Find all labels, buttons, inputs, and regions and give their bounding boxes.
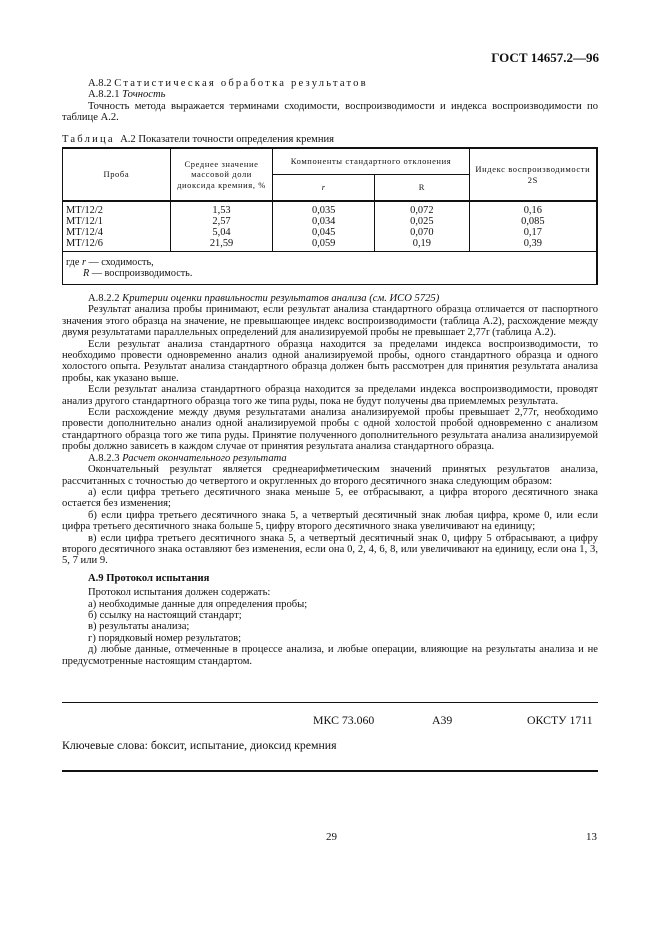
list-item: б) ссылку на настоящий стандарт;: [88, 609, 242, 621]
cell-r: 0,059: [312, 238, 336, 249]
paragraph: Если результат анализа стандартного образца находится за пределами индекса воспроизводимости, проводят анализ другого стандартного образца того же типа руды, пока не будут получены два приемлемых результата.: [62, 384, 598, 407]
column-mean: [170, 201, 273, 252]
cell-sample: МТ/12/6: [66, 238, 103, 249]
page-number-right: 13: [586, 831, 597, 843]
section-a9-heading: А.9 Протокол испытания: [88, 572, 210, 584]
header-components: Компоненты стандартного отклонения: [273, 148, 469, 174]
cell-mean: 5,04: [212, 227, 231, 238]
table-note: [63, 252, 598, 285]
list-item: в) если цифра третьего десятичного знака 5, а четвертый десятичный знак 0, цифру 5 отбрасывают, а цифру второго десятичного знака оставляют без изменения, если она 0, 2, 4, 6, 8, или увеличивают на единицу, если она 1, 3, 5, 7 или 9.: [62, 532, 598, 567]
cell-mean: 1,53: [212, 205, 231, 216]
okstu-code: ОКСТУ 1711: [527, 713, 593, 727]
paragraph: Результат анализа пробы принимают, если результат анализа стандартного образца отличается от паспортного значения этого образца на значение, не превышающее индекс воспроизводимости (таблица А.2), расхождение между двумя результатами параллельных определений для анализируемой пробы не превышает 2,77r (таблица А.2).: [62, 304, 598, 339]
column-index: [469, 201, 597, 252]
section-a821-text: Точность метода выражается терминами сходимости, воспроизводимости и индекса воспроизводимости по таблице А.2.: [62, 100, 598, 124]
section-a821-heading: А.8.2.1 Точность: [88, 89, 166, 101]
cell-R: 0,19: [412, 238, 431, 249]
standard-code: ГОСТ 14657.2—96: [491, 50, 599, 65]
section-a823-heading: А.8.2.3 Расчет окончательного результата: [88, 452, 287, 464]
cell-R: 0,072: [410, 205, 434, 216]
cell-sample: МТ/12/1: [66, 216, 103, 227]
section-a822: [62, 293, 598, 667]
page-number-center: 29: [326, 831, 337, 843]
column-r: [273, 201, 375, 252]
mks-code: МКС 73.060: [313, 713, 375, 727]
list-item: в) результаты анализа;: [88, 621, 190, 633]
keywords: Ключевые слова: боксит, испытание, диоксид кремния: [62, 738, 337, 752]
section-a82-heading: А.8.2 Статистическая обработка результатов: [88, 78, 368, 89]
header-index: Индекс воспроизводимости 2S: [469, 148, 597, 201]
classification-group: А39: [432, 713, 453, 727]
footer-divider-bottom: [62, 770, 598, 772]
cell-r: 0,045: [312, 227, 336, 238]
section-a822-heading: А.8.2.2 Критерии оценки правильности результатов анализа (см. ИСО 5725): [88, 293, 440, 304]
list-item: а) если цифра третьего десятичного знака меньше 5, ее отбрасывают, а цифра второго десятичного знака остается без изменения;: [62, 486, 598, 510]
cell-index: 0,085: [521, 216, 545, 227]
table-data-block: [63, 201, 598, 252]
note-r: где r — сходимость,: [66, 257, 154, 268]
cell-sample: МТ/12/4: [66, 227, 103, 238]
cell-mean: 2,57: [212, 216, 231, 227]
cell-R: 0,070: [410, 227, 434, 238]
cell-R: 0,025: [410, 216, 434, 227]
header-mean: Среднее значение массовой доли диоксида кремния, %: [170, 148, 273, 201]
cell-index: 0,16: [523, 205, 542, 216]
header-sample: Проба: [63, 148, 171, 201]
column-sample: [63, 201, 171, 252]
paragraph: Окончательный результат является среднеарифметическим значений принятых результатов анализа, рассчитанных с точностью до четвертого и округленных до второго десятичного знака следующим образом:: [62, 464, 598, 487]
list-item: а) необходимые данные для определения пробы;: [88, 598, 308, 610]
cell-r: 0,034: [312, 216, 336, 227]
section-a82: [62, 78, 598, 124]
cell-r: 0,035: [312, 205, 336, 216]
list-item: б) если цифра третьего десятичного знака 5, а четвертый десятичный знак любая цифра, кроме 0, или если цифра третьего десятичного знака больше 5, цифру второго десятичного знака увеличивают на единицу;: [62, 509, 598, 533]
footer-divider-top: [62, 702, 598, 703]
precision-table: [62, 147, 598, 285]
column-R: [375, 201, 470, 252]
cell-index: 0,39: [523, 238, 542, 249]
cell-sample: МТ/12/2: [66, 205, 103, 216]
list-item: д) любые данные, отмеченные в процессе анализа, и любые операции, влияющие на результаты анализа и не предусмотренные настоящим стандартом.: [62, 644, 598, 667]
note-R: R — воспроизводимость.: [83, 268, 193, 280]
table-caption: Таблица А.2 Показатели точности определения кремния: [62, 134, 335, 145]
header-r: r: [273, 174, 375, 201]
paragraph: Если результат анализа стандартного образца находится за пределами индекса воспроизводимости, то необходимо провести одновременно анализ одной анализируемой пробы, одного стандартного образца и одного холостого опыта. Результат анализа стандартного образца должен быть рассмотрен для принятия результата анализа пробы, как указано выше.: [62, 338, 598, 384]
cell-index: 0,17: [523, 227, 542, 238]
paragraph: Если расхождение между двумя результатами анализа анализируемой пробы превышает 2,77r, необходимо провести дополнительно анализ одной анализируемой пробы с одной холостой пробой одновременно с анализом стандартного образца того же типа руды. Принятие полученного дополнительного результата анализа анализируемой пробы должно зависеть в каждом случае от принятия результата анализа стандартного образца.: [62, 407, 598, 453]
header-R: R: [375, 174, 470, 201]
cell-mean: 21,59: [209, 238, 234, 249]
list-item: г) порядковый номер результатов;: [88, 632, 242, 644]
paragraph: Протокол испытания должен содержать:: [88, 587, 271, 599]
